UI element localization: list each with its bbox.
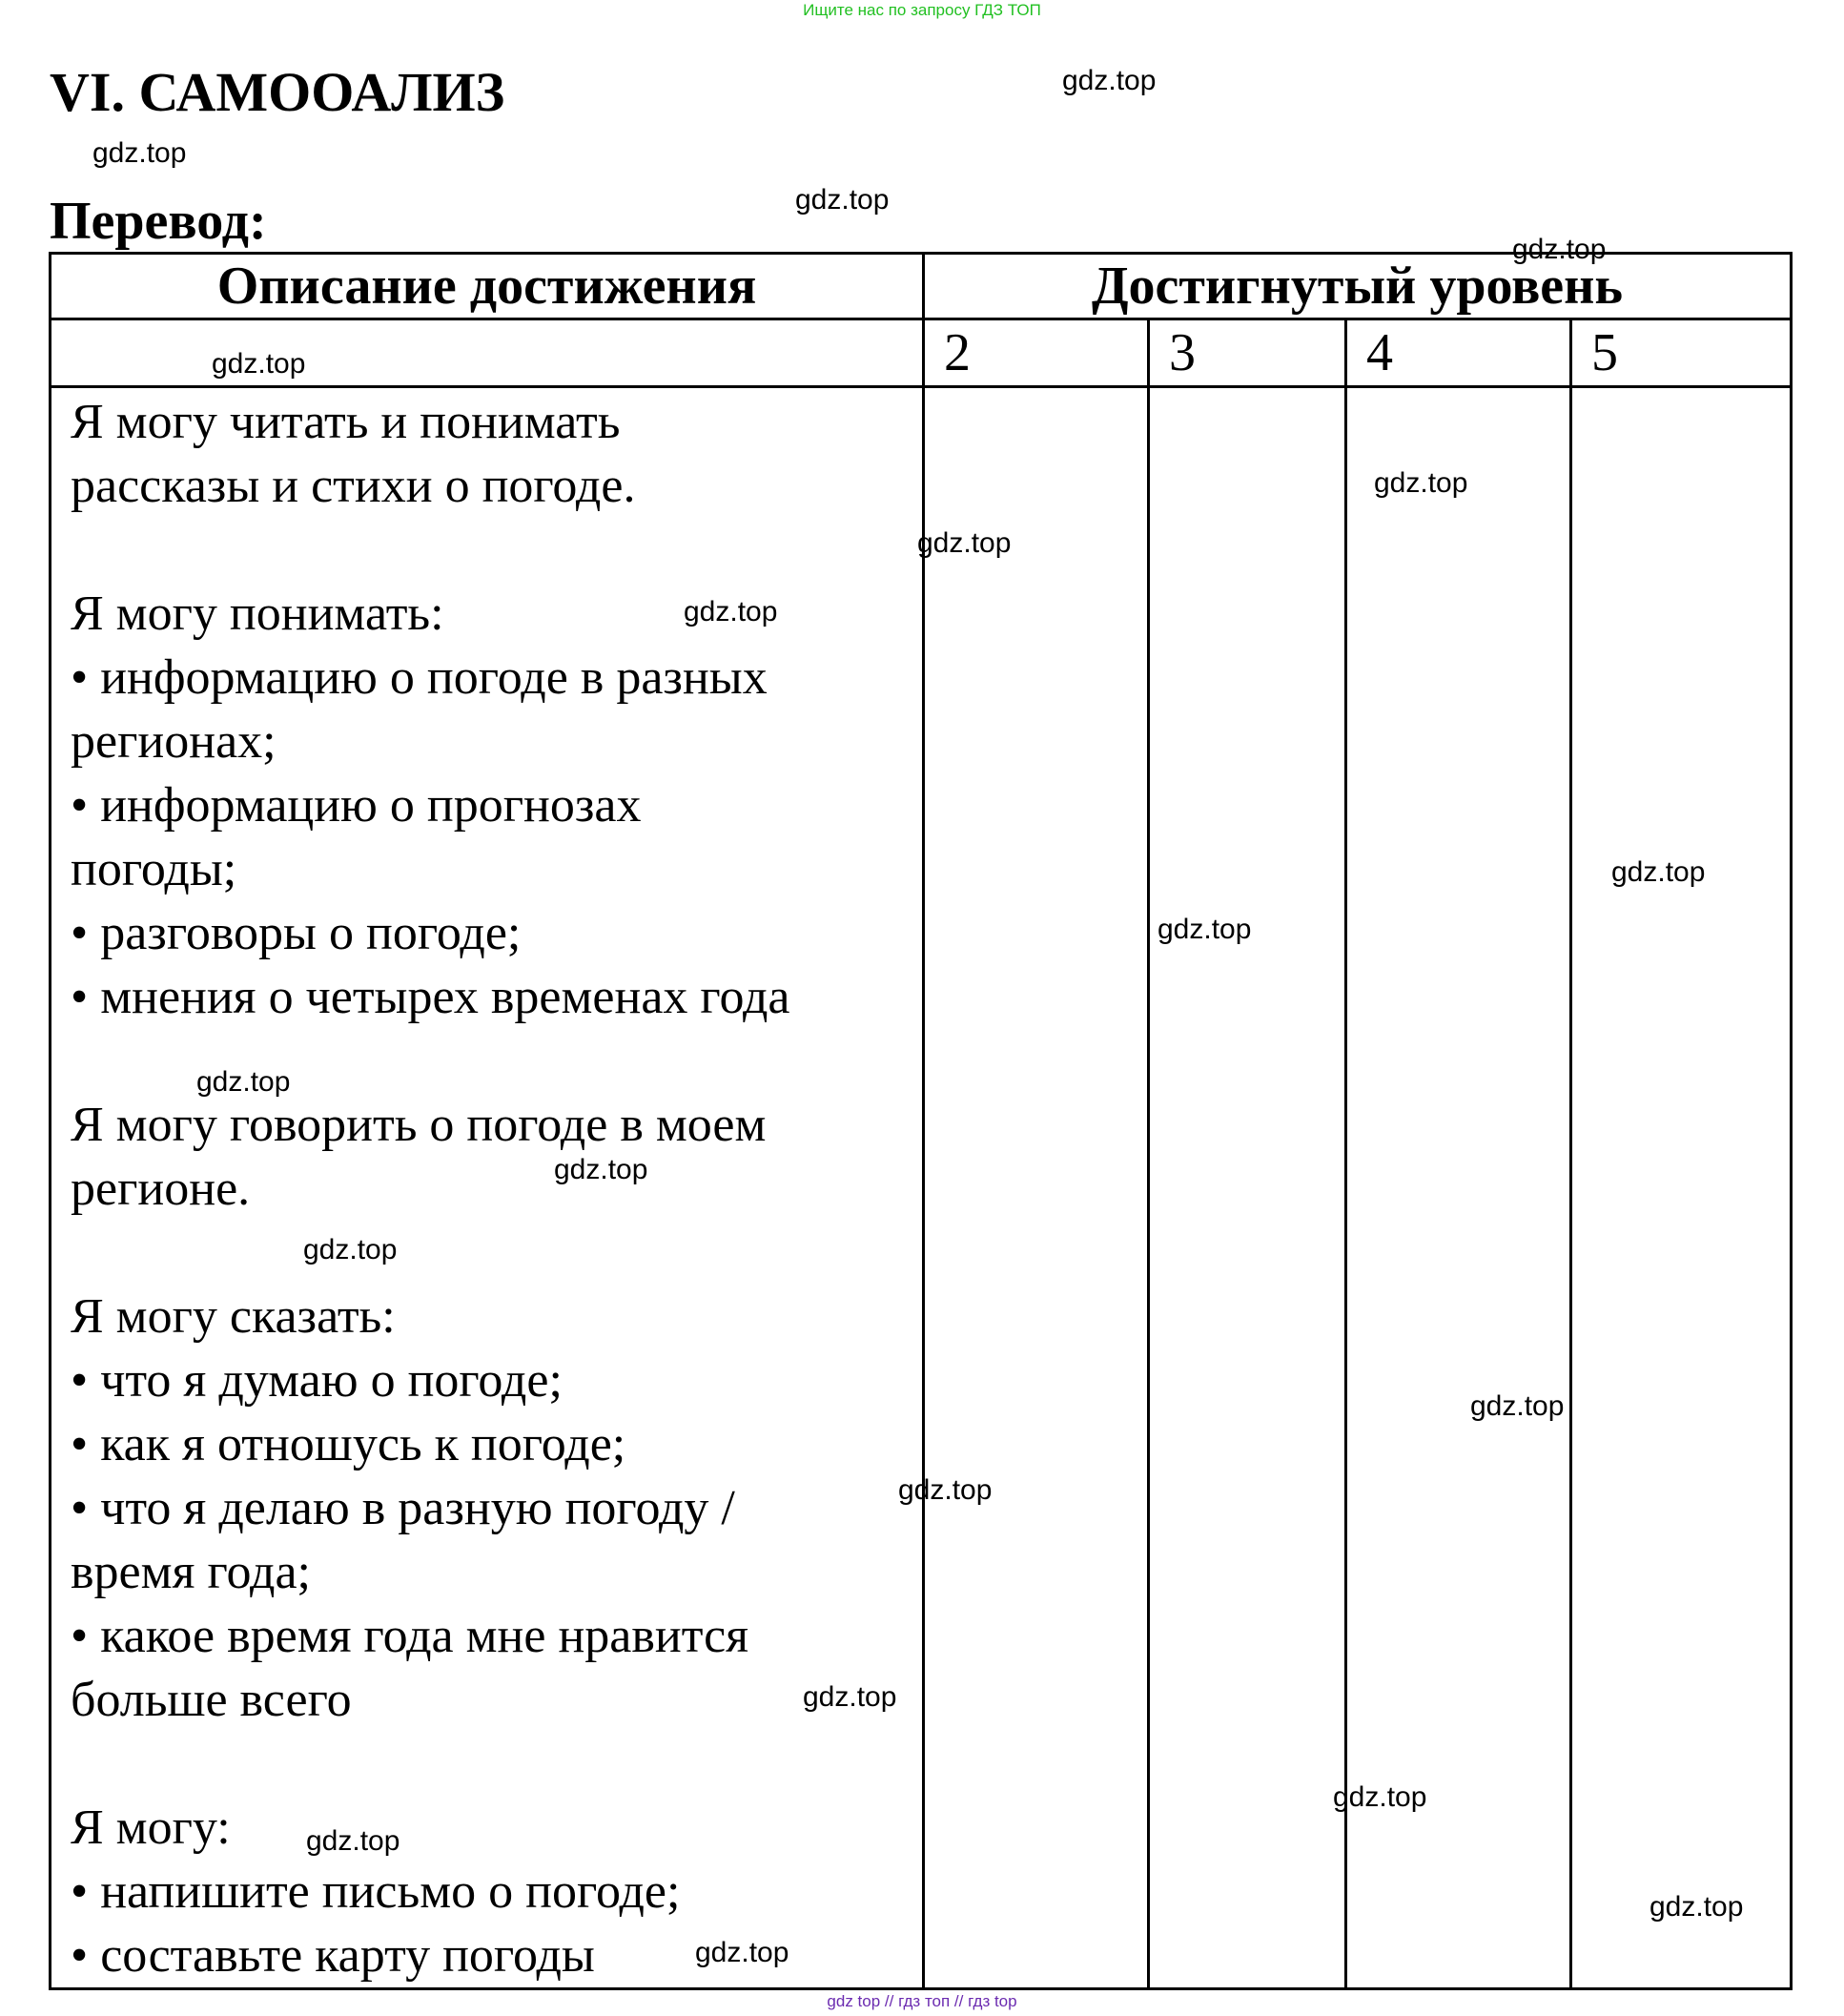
watermark: gdz.top	[1158, 914, 1252, 945]
level-2-mark-cell	[924, 387, 1149, 1989]
achievement-line: • разговоры о погоде;	[71, 906, 522, 960]
achievement-line: погоды;	[71, 842, 237, 896]
translation-label: Перевод:	[50, 192, 267, 251]
level-2-cell: 2	[924, 319, 1149, 387]
achievement-line: • что я делаю в разную погоду /	[71, 1481, 735, 1535]
watermark: gdz.top	[1374, 467, 1468, 499]
header-description: Описание достижения	[51, 254, 924, 319]
achievement-line: • информацию о прогнозах	[71, 778, 642, 833]
achievement-line: • информацию о погоде в разных	[71, 650, 768, 705]
watermark: gdz.top	[795, 184, 890, 216]
bottom-banner: gdz top // гдз топ // гдз top	[827, 1992, 1017, 2010]
empty-header-cell	[51, 319, 924, 387]
achievement-line: Я могу читать и понимать	[71, 395, 621, 449]
watermark: gdz.top	[212, 348, 306, 380]
achievement-line: • напишите письмо о погоде;	[71, 1864, 681, 1919]
achievement-line: регионе.	[71, 1162, 251, 1216]
achievement-line: рассказы и стихи о погоде.	[71, 459, 636, 513]
level-3-mark-cell	[1149, 387, 1346, 1989]
achievement-line: Я могу понимать:	[71, 586, 444, 641]
level-5-mark-cell	[1571, 387, 1792, 1989]
achievement-line: • какое время года мне нравится	[71, 1609, 749, 1663]
achievement-line: больше всего	[71, 1673, 352, 1727]
section-title: VI. САМООАЛИЗ	[50, 61, 505, 123]
achievement-line: регионах;	[71, 714, 277, 769]
watermark: gdz.top	[898, 1474, 993, 1506]
watermark: gdz.top	[695, 1937, 789, 1968]
achievement-description-cell	[51, 387, 924, 1989]
watermark: gdz.top	[554, 1154, 648, 1185]
watermark: gdz.top	[1649, 1891, 1744, 1923]
achievement-line: Я могу:	[71, 1800, 231, 1855]
watermark: gdz.top	[306, 1825, 400, 1857]
level-3-cell: 3	[1149, 319, 1346, 387]
watermark: gdz.top	[303, 1234, 398, 1265]
watermark: gdz.top	[684, 596, 778, 627]
achievement-line: • как я отношусь к погоде;	[71, 1417, 626, 1471]
watermark: gdz.top	[1470, 1390, 1565, 1422]
header-level: Достигнутый уровень	[924, 254, 1792, 319]
watermark: gdz.top	[1062, 65, 1157, 96]
watermark: gdz.top	[92, 137, 187, 169]
top-banner: Ищите нас по запросу ГДЗ ТОП	[803, 1, 1041, 19]
achievement-line: • что я думаю о погоде;	[71, 1353, 563, 1408]
achievement-line: • составьте карту погоды	[71, 1928, 595, 1983]
achievements-row	[51, 387, 1792, 1989]
level-4-mark-cell	[1346, 387, 1571, 1989]
watermark: gdz.top	[196, 1066, 291, 1098]
watermark: gdz.top	[1611, 856, 1706, 888]
watermark: gdz.top	[1333, 1781, 1427, 1813]
level-numbers-row	[51, 319, 1792, 387]
achievement-line: время года;	[71, 1545, 311, 1599]
watermark: gdz.top	[803, 1681, 897, 1713]
watermark: gdz.top	[1512, 234, 1607, 265]
watermark: gdz.top	[917, 527, 1012, 559]
achievement-line: Я могу сказать:	[71, 1289, 396, 1344]
level-5-cell: 5	[1571, 319, 1792, 387]
level-4-cell: 4	[1346, 319, 1571, 387]
achievement-line: • мнения о четырех временах года	[71, 970, 790, 1024]
achievement-line: Я могу говорить о погоде в моем	[71, 1098, 767, 1152]
self-assessment-table	[49, 252, 1793, 1990]
